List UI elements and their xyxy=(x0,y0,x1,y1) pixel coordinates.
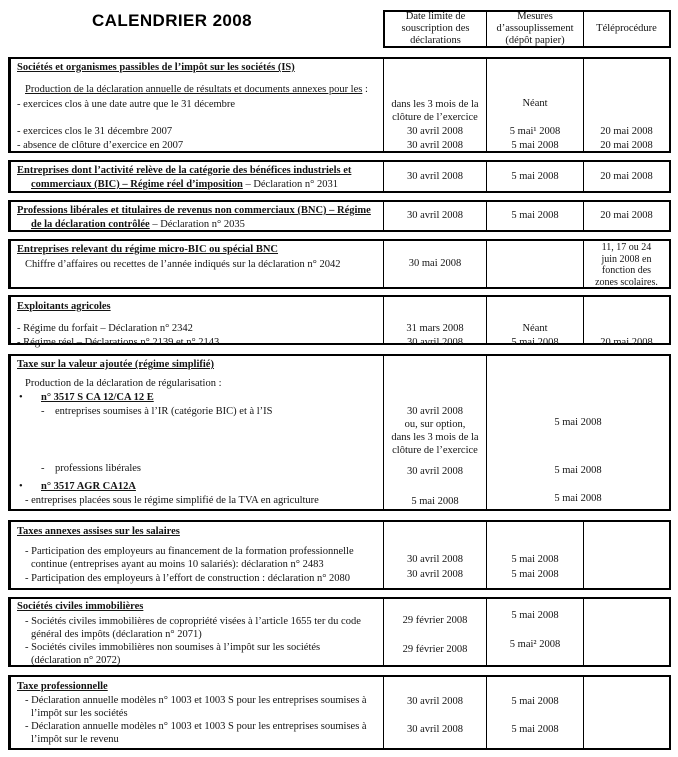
item-line: - Sociétés civiles immobilières non soumises à l’impôt sur les sociétés xyxy=(25,642,321,653)
item-line: - exercices clos à une date autre que le 31 décembre xyxy=(17,99,236,110)
section-bic xyxy=(8,160,671,193)
teleprocedure-cell xyxy=(583,241,669,287)
mesures-teleprocedure-merged-cell xyxy=(486,356,669,509)
item-line: - Déclaration annuelle modèles n° 1003 et 1003 S pour les entreprises soumises à xyxy=(25,695,367,706)
date-value: 30 avril 2008 xyxy=(407,210,463,221)
date-value: 5 mai 2008 xyxy=(511,554,559,565)
dash-icon: - xyxy=(41,406,45,417)
bullet-icon: • xyxy=(19,481,23,492)
label-column xyxy=(11,599,383,665)
date-value: 5 mai 2008 xyxy=(511,140,559,151)
section-sci xyxy=(8,597,671,667)
section-heading-line2: de la déclaration contrôlée – Déclaration n° 2035 xyxy=(31,219,245,230)
section-heading: Sociétés civiles immobilières xyxy=(17,601,144,612)
page-title: CALENDRIER 2008 xyxy=(92,11,252,30)
date-value: 31 mars 2008 xyxy=(406,323,464,334)
date-limite-cell xyxy=(383,599,486,665)
section-heading: Taxe professionnelle xyxy=(17,681,108,692)
item-line: - Régime du forfait – Déclaration n° 2342 xyxy=(17,323,193,334)
bullet-item: • n° 3517 AGR CA12A xyxy=(19,481,136,492)
date-value: 5 mai 2008 xyxy=(554,417,602,428)
date-limite-cell xyxy=(383,356,486,509)
item-line: - professions libérales xyxy=(41,463,142,474)
date-value: 20 mai 2008 xyxy=(600,140,653,151)
mesures-cell xyxy=(486,522,583,588)
date-limite-cell xyxy=(383,59,486,151)
date-value: 30 avril 2008 xyxy=(407,337,463,348)
item-line: l’impôt sur les sociétés xyxy=(31,708,128,719)
section-tva xyxy=(8,354,671,511)
mesures-cell xyxy=(486,677,583,748)
mesures-cell xyxy=(486,162,583,191)
item-line: - Participation des employeurs à l’effort de construction : déclaration n° 2080 xyxy=(25,573,351,584)
date-value: ou, sur option, xyxy=(404,419,466,430)
section-micro-bic xyxy=(8,239,671,289)
date-value: Néant xyxy=(522,323,548,334)
date-value: 5 mai 2008 xyxy=(511,210,559,221)
item-line: - Régime réel – Déclarations n° 2139 et n° 2143 xyxy=(17,337,220,348)
date-value: 11, 17 ou 24 xyxy=(601,242,652,253)
date-value: 30 avril 2008 xyxy=(407,406,463,417)
date-value: clôture de l’exercice xyxy=(392,112,478,123)
bullet-item: • n° 3517 S CA 12/CA 12 E xyxy=(19,392,154,403)
mesures-cell xyxy=(486,202,583,230)
label-column xyxy=(11,59,383,151)
label-column xyxy=(11,297,383,348)
date-value: 30 mai 2008 xyxy=(408,258,462,269)
bullet-icon: • xyxy=(19,392,23,403)
section-heading: Entreprises relevant du régime micro-BIC ou spécial BNC xyxy=(17,244,279,255)
section-taxes-salaires xyxy=(8,520,671,590)
date-value: clôture de l’exercice xyxy=(392,445,478,456)
column-header-teleprocedure: Téléprocédure xyxy=(583,12,669,46)
label-column xyxy=(11,241,383,287)
date-value: 30 avril 2008 xyxy=(407,696,463,707)
column-header-date-limite: Date limite de souscription des déclarations xyxy=(401,11,470,46)
date-limite-cell xyxy=(383,522,486,588)
label-column xyxy=(11,522,383,588)
mesures-cell xyxy=(486,241,583,287)
item-line: l’impôt sur le revenu xyxy=(31,734,119,745)
teleprocedure-cell xyxy=(583,202,669,230)
date-value: zones scolaires. xyxy=(595,276,658,288)
date-value: fonction des xyxy=(601,265,652,276)
section-heading-line2: commerciaux (BIC) – Régime réel d’imposition – Déclaration n° 2031 xyxy=(31,179,338,190)
date-value: 5 mai 2008 xyxy=(511,337,559,348)
item-line: - Sociétés civiles immobilières de copropriété visées à l’article 1655 ter du code xyxy=(25,616,361,627)
date-value: 30 avril 2008 xyxy=(407,140,463,151)
teleprocedure-cell xyxy=(583,677,669,748)
teleprocedure-cell xyxy=(583,599,669,665)
date-value: 5 mai² 2008 xyxy=(509,639,561,650)
date-value: 5 mai 2008 xyxy=(511,696,559,707)
date-value: Néant xyxy=(522,98,548,109)
mesures-cell xyxy=(486,297,583,348)
item-line: Chiffre d’affaires ou recettes de l’année indiqués sur la déclaration n° 2042 xyxy=(25,259,341,270)
date-value: 20 mai 2008 xyxy=(600,210,653,221)
date-limite-cell xyxy=(383,297,486,348)
date-value: 29 février 2008 xyxy=(402,615,468,626)
section-bnc xyxy=(8,200,671,232)
label-column xyxy=(11,162,383,191)
date-value: 29 février 2008 xyxy=(402,644,468,655)
date-value: 5 mai 2008 xyxy=(511,569,559,580)
item-line: continue (entreprises ayant au moins 10 salariés): déclaration n° 2483 xyxy=(31,559,324,570)
dash-icon: - xyxy=(41,463,45,474)
section-impot-societes xyxy=(8,57,671,153)
mesures-cell xyxy=(486,59,583,151)
mesures-cell xyxy=(486,599,583,665)
sub-heading: Production de la déclaration annuelle de résultats et documents annexes pour les : xyxy=(25,84,368,95)
section-taxe-professionnelle xyxy=(8,675,671,750)
section-heading: Professions libérales et titulaires de revenus non commerciaux (BNC) – Régime xyxy=(17,205,371,216)
date-value: 5 mai 2008 xyxy=(511,724,559,735)
date-value: juin 2008 en xyxy=(601,253,652,265)
date-value: 20 mai 2008 xyxy=(600,337,653,348)
date-value: 30 avril 2008 xyxy=(407,170,463,182)
date-value: 30 avril 2008 xyxy=(407,126,463,137)
item-line: - Déclaration annuelle modèles n° 1003 et 1003 S pour les entreprises soumises à xyxy=(25,721,367,732)
item-line: - absence de clôture d’exercice en 2007 xyxy=(17,140,184,151)
item-line: - Participation des employeurs au financement de la formation professionnelle xyxy=(25,546,354,557)
item-line: général des impôts (déclaration n° 2071) xyxy=(31,629,202,640)
date-value: dans les 3 mois de la xyxy=(391,432,479,443)
teleprocedure-cell xyxy=(583,162,669,191)
date-limite-cell xyxy=(383,677,486,748)
label-column xyxy=(11,356,383,509)
table-header xyxy=(383,10,671,48)
item-line: - entreprises soumises à l’IR (catégorie BIC) et à l’IS xyxy=(41,406,273,417)
label-column xyxy=(11,202,383,230)
section-heading: Exploitants agricoles xyxy=(17,301,111,312)
date-value: 20 mai 2008 xyxy=(600,126,653,137)
date-limite-cell xyxy=(383,241,486,287)
date-value: 30 avril 2008 xyxy=(407,554,463,565)
date-limite-cell xyxy=(383,202,486,230)
date-value: 5 mai 2008 xyxy=(411,496,459,507)
section-exploitants-agricoles xyxy=(8,295,671,348)
section-heading: Taxe sur la valeur ajoutée (régime simplifié) xyxy=(17,359,214,370)
date-value: 30 avril 2008 xyxy=(407,724,463,735)
date-limite-cell xyxy=(383,162,486,191)
date-value: 5 mai 2008 xyxy=(511,170,559,182)
date-value: 5 mai¹ 2008 xyxy=(509,126,561,137)
column-header-mesures: Mesures d’assouplissement (dépôt papier) xyxy=(486,12,583,46)
section-heading: Entreprises dont l’activité relève de la catégorie des bénéfices industriels et xyxy=(17,165,352,176)
date-value: 30 avril 2008 xyxy=(407,466,463,477)
date-value: 5 mai 2008 xyxy=(511,610,559,621)
date-value: 5 mai 2008 xyxy=(554,493,602,504)
date-value: 20 mai 2008 xyxy=(600,170,653,182)
teleprocedure-cell xyxy=(583,297,669,348)
section-heading: Taxes annexes assises sur les salaires xyxy=(17,526,180,537)
item-line: (déclaration n° 2072) xyxy=(31,655,121,666)
section-heading: Sociétés et organismes passibles de l’impôt sur les sociétés (IS) xyxy=(17,62,295,73)
date-value: 5 mai 2008 xyxy=(554,465,602,476)
date-value: dans les 3 mois de la xyxy=(391,99,479,110)
item-line: - exercices clos le 31 décembre 2007 xyxy=(17,126,173,137)
teleprocedure-cell xyxy=(583,522,669,588)
date-value: 30 avril 2008 xyxy=(407,569,463,580)
item-line: - entreprises placées sous le régime simplifié de la TVA en agriculture xyxy=(25,495,319,506)
sub-heading: Production de la déclaration de régularisation : xyxy=(25,378,222,389)
teleprocedure-cell xyxy=(583,59,669,151)
label-column xyxy=(11,677,383,748)
